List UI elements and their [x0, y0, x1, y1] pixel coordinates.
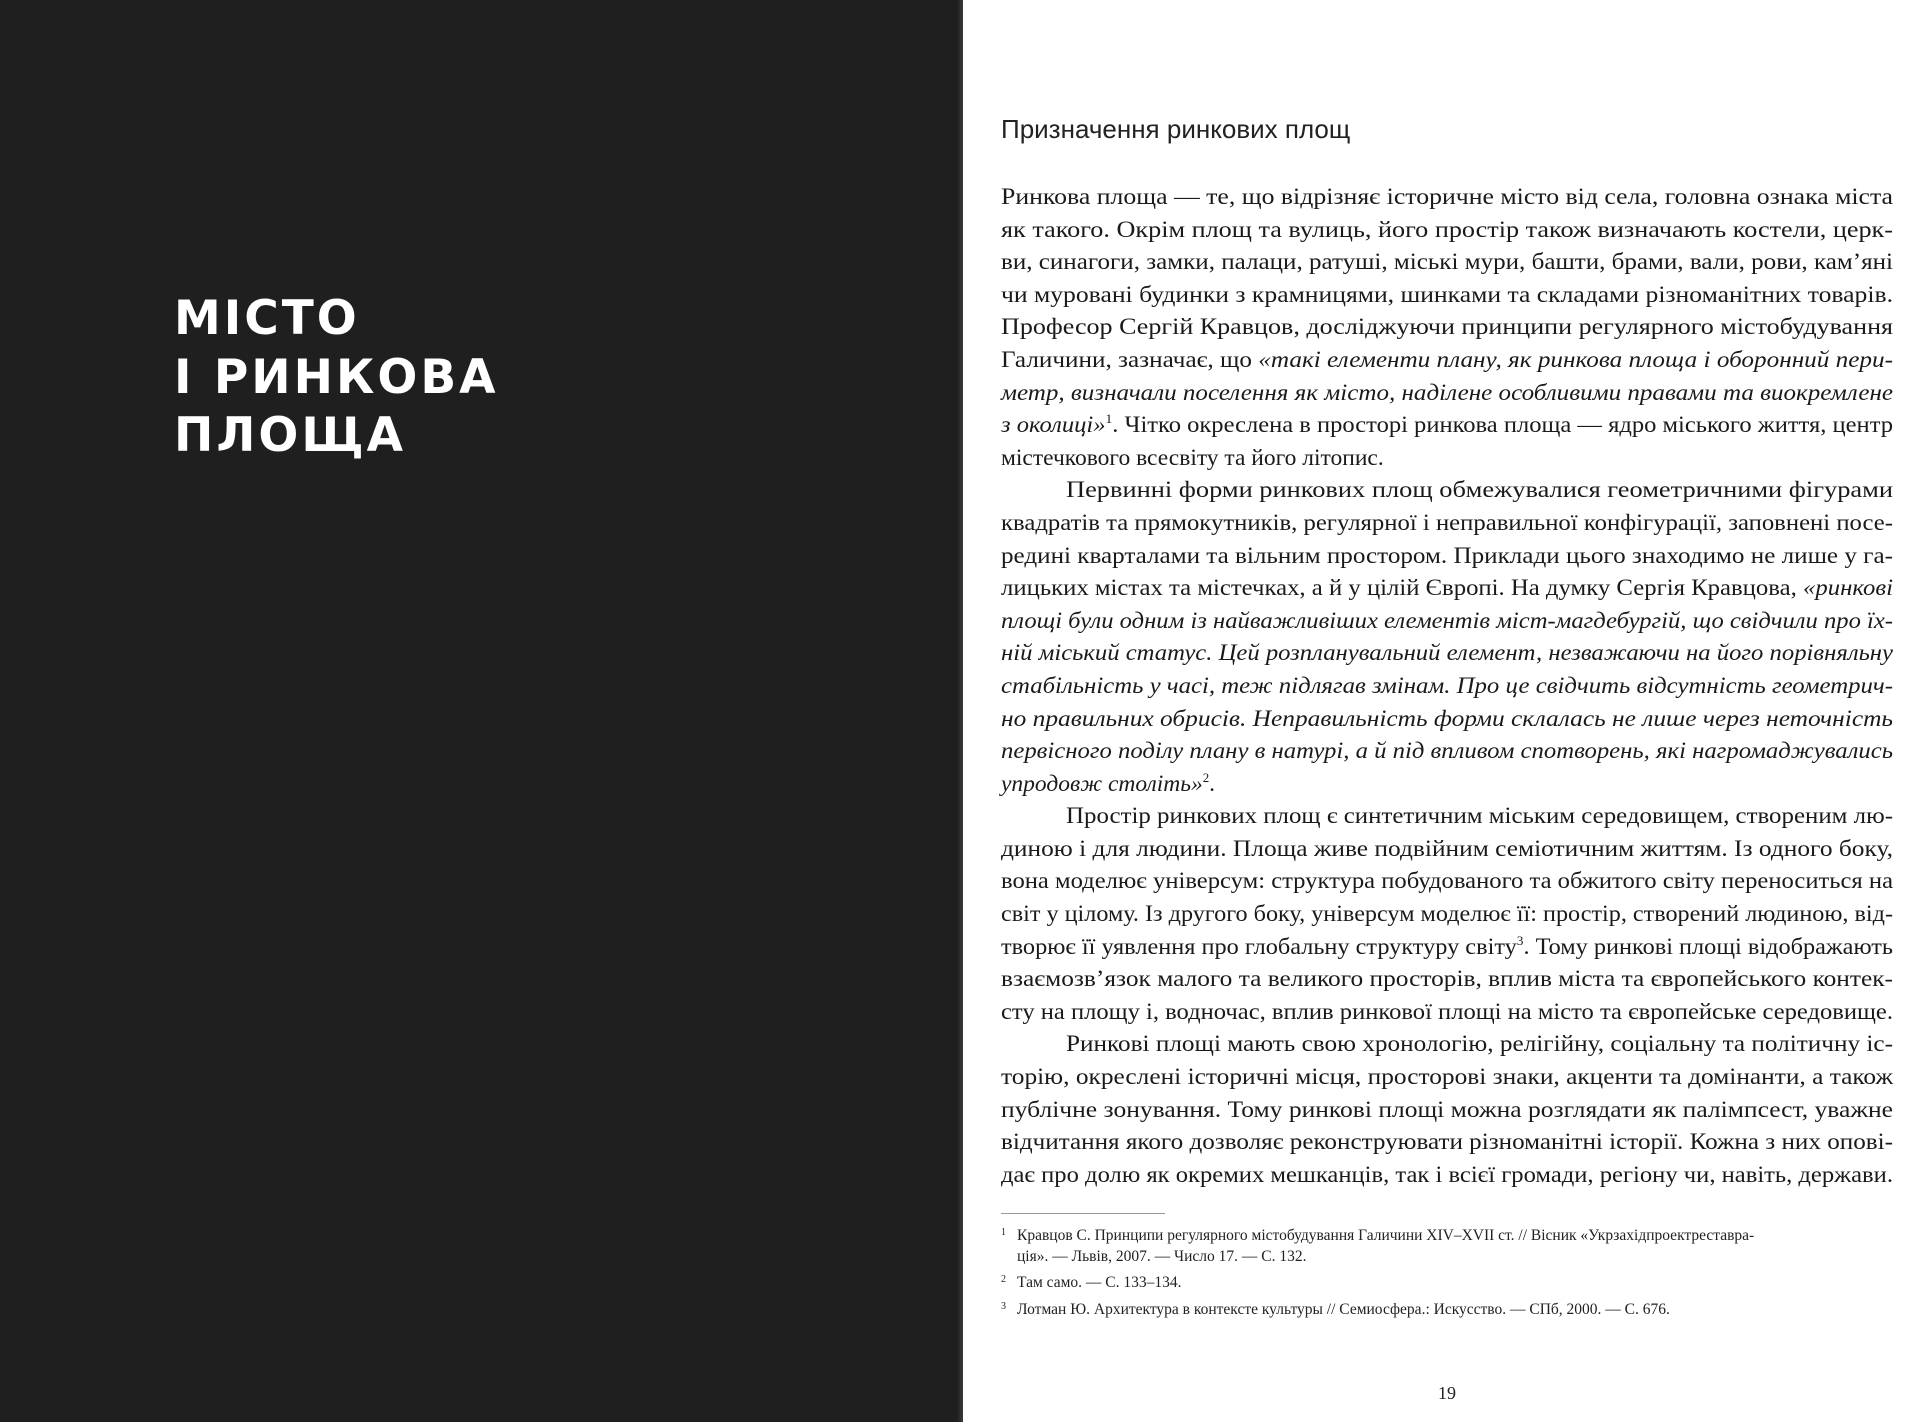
text-line-content [1001, 703, 1893, 736]
text-line-content [1001, 572, 1893, 605]
text-segment: вона моделює універсум: структура побудованого та обжитого світу переноситься на [1001, 868, 1893, 895]
text-line-content [1001, 181, 1893, 214]
italic-quote-text: но правильних обрисів. Неправильність форми склалась не лише через неточність [1001, 705, 1893, 732]
text-line [1001, 833, 1893, 866]
footnote [1001, 1226, 1893, 1267]
italic-quote-text: з околиці» [1001, 412, 1106, 439]
text-line-content [1001, 311, 1893, 344]
text-segment: Професор Сергій Кравцов, досліджуючи принципи регулярного містобудування [1001, 314, 1893, 341]
footnote-ref: 2 [1202, 769, 1210, 785]
text-line [1001, 931, 1893, 964]
italic-quote-text: метр, визначали поселення як місто, наділене особливими правами та виокремлене [1001, 379, 1893, 406]
chapter-title-line: МІСТО [174, 291, 360, 346]
text-line [1001, 246, 1893, 279]
text-segment: взаємозв’язок малого та великого просторів, вплив міста та європейського контек- [1001, 966, 1893, 993]
chapter-title [174, 290, 499, 466]
text-segment: Ринкова площа — те, що відрізняє історичне місто від села, головна ознака міста [1001, 184, 1893, 210]
text-line [1001, 703, 1893, 736]
footnote [1001, 1300, 1893, 1321]
italic-quote-text: первісного поділу плану в натурі, а й під впливом спотворень, які нагромаджувались [1001, 738, 1893, 765]
text-segment: . Тому ринкові площі відображають [1523, 933, 1893, 960]
footnote-ref: 1 [1105, 411, 1113, 427]
footnote-text: Там само. — С. 133–134. [1017, 1274, 1182, 1291]
text-line [1001, 311, 1893, 344]
text-line-content [1001, 377, 1893, 410]
footnotes [1001, 1226, 1893, 1326]
text-line [1001, 605, 1893, 638]
text-segment: Первинні форми ринкових площ обмежувалися геометричними фігурами [1066, 477, 1893, 504]
text-line [1001, 670, 1893, 703]
text-segment: сту на площу і, водночас, вплив ринкової площі на місто та європейське середовище. [1001, 998, 1893, 1025]
chapter-title-line: І РИНКОВА [174, 349, 499, 405]
text-segment: дає про долю як окремих мешканців, так і всієї громади, регіону чи, навіть, держави. [1001, 1161, 1893, 1188]
chapter-title-line: ПЛОЩА [174, 408, 407, 463]
text-segment: ви, синагоги, замки, палаци, ратуші, міські мури, башти, брами, вали, рови, кам’яні [1001, 249, 1893, 276]
text-line-content [1001, 507, 1893, 540]
text-segment: публічне зонування. Тому ринкові площі можна розглядати як палімпсест, уважне [1001, 1096, 1893, 1123]
text-line [1001, 1028, 1893, 1061]
text-line [1001, 572, 1893, 605]
text-segment: торію, окреслені історичні місця, просторові знаки, акценти та домінанти, а також [1001, 1064, 1893, 1091]
text-segment: чи муровані будинки з крамницями, шинками та складами різноманітних товарів. [1001, 281, 1893, 308]
text-line-content [1001, 344, 1893, 377]
footnote-text: Лотман Ю. Архитектура в контексте культуры // Семиосфера.: Искусство. — СПб, 2000. — С. 676. [1017, 1300, 1670, 1318]
text-line [1001, 1061, 1893, 1094]
text-line [1001, 474, 1893, 507]
text-line-content [1001, 898, 1893, 931]
footnote-number: 3 [1001, 1300, 1006, 1312]
italic-quote-text: ній міський статус. Цей розпланувальний елемент, незважаючи на його порівняльну [1001, 640, 1893, 667]
text-line-content [1001, 963, 1893, 996]
text-line-content [1001, 246, 1893, 279]
footnote-number: 2 [1001, 1274, 1006, 1285]
text-line [1001, 377, 1893, 410]
text-line [1001, 898, 1893, 931]
text-line-content [1001, 865, 1893, 898]
text-line-content [1066, 474, 1893, 507]
text-line-content [1001, 605, 1893, 638]
text-segment: містечкового всесвіту та його літопис. [1001, 444, 1384, 471]
text-line [1001, 344, 1893, 377]
text-segment: . [1209, 770, 1216, 797]
text-line-content [1001, 279, 1893, 312]
text-line-content [1001, 409, 1893, 442]
text-segment: Галичини, зазначає, що [1001, 346, 1259, 373]
text-line-content [1001, 1126, 1893, 1159]
text-line [1001, 1126, 1893, 1159]
footnote-text: Кравцов С. Принципи регулярного містобудування Галичини XIV–XVII ст. // Вісник «Укрзахідпроектреставра- [1017, 1227, 1755, 1244]
text-line-content [1001, 540, 1893, 573]
footnote-ref: 3 [1516, 932, 1524, 948]
text-line-content [1001, 931, 1893, 964]
italic-quote-text: площі були одним із найважливіших елементів міст-магдебургій, що свідчили про їх- [1001, 607, 1893, 634]
text-segment: диною і для людини. Площа живе подвійним семіотичним життям. Із одного боку, [1001, 835, 1893, 862]
text-line-content [1001, 996, 1893, 1029]
text-segment: творює її уявлення про глобальну структуру світу [1001, 933, 1517, 960]
text-segment: відчитання якого дозволяє реконструювати різноманітні історії. Кожна з них опові- [1001, 1129, 1893, 1156]
text-line [1001, 181, 1893, 214]
text-line [1001, 996, 1893, 1029]
footnote-divider [1001, 1213, 1165, 1214]
text-line [1001, 409, 1893, 442]
text-line [1001, 1094, 1893, 1127]
text-line [1001, 963, 1893, 996]
text-segment: Простір ринкових площ є синтетичним міським середовищем, створеним лю- [1066, 803, 1893, 830]
text-line-content [1066, 800, 1893, 833]
text-line [1001, 442, 1893, 475]
text-line-content [1001, 214, 1893, 247]
text-segment: як такого. Окрім площ та вулиць, його простір також визначають костели, церк- [1001, 216, 1893, 243]
body-text [1001, 181, 1893, 1191]
text-line-content [1001, 442, 1384, 475]
text-line-content [1001, 833, 1893, 866]
italic-quote-text: «такі елементи плану, як ринкова площа і оборонний пери- [1258, 346, 1893, 373]
text-line-content [1001, 735, 1893, 768]
footnote [1001, 1273, 1893, 1294]
text-line [1001, 768, 1893, 801]
text-line [1001, 800, 1893, 833]
text-segment: світ у цілому. Із другого боку, універсум моделює її: простір, створений людиною, від- [1001, 901, 1893, 928]
text-segment: . Чітко окреслена в просторі ринкова площа — ядро міського життя, центр [1112, 412, 1893, 439]
italic-quote-text: стабільність у часі, теж підлягав змінам. Про це свідчить відсутність геометрич- [1001, 672, 1893, 699]
text-line-content [1001, 670, 1893, 703]
text-segment: Ринкові площі мають свою хронологію, релігійну, соціальну та політичну іс- [1066, 1031, 1893, 1058]
text-line [1001, 637, 1893, 670]
text-line-content [1001, 637, 1893, 670]
text-segment: редині кварталами та вільним простором. Приклади цього знаходимо не лише у га- [1001, 542, 1893, 569]
text-line-content [1001, 768, 1215, 801]
text-line [1001, 1159, 1893, 1192]
text-line [1001, 865, 1893, 898]
text-line [1001, 214, 1893, 247]
italic-quote-text: упродовж століть» [1001, 770, 1203, 797]
text-line-content [1001, 1061, 1893, 1094]
text-line [1001, 507, 1893, 540]
italic-quote-text: «ринкові [1803, 575, 1893, 602]
section-heading: Призначення ринкових площ [1001, 114, 1351, 144]
text-line [1001, 540, 1893, 573]
text-segment: лицьких містах та містечках, а й у цілій Європі. На думку Сергія Кравцова, [1001, 575, 1804, 602]
text-line-content [1001, 1159, 1893, 1192]
footnote-text: ція». — Львів, 2007. — Число 17. — С. 132. [1017, 1247, 1307, 1265]
footnote-number: 1 [1001, 1227, 1006, 1238]
text-line [1001, 279, 1893, 312]
text-segment: квадратів та прямокутників, регулярної і неправильної конфігурації, заповнені посе- [1001, 509, 1893, 536]
text-line [1001, 735, 1893, 768]
text-line-content [1001, 1094, 1893, 1127]
text-line-content [1066, 1028, 1893, 1061]
page-number: 19 [1438, 1383, 1456, 1403]
